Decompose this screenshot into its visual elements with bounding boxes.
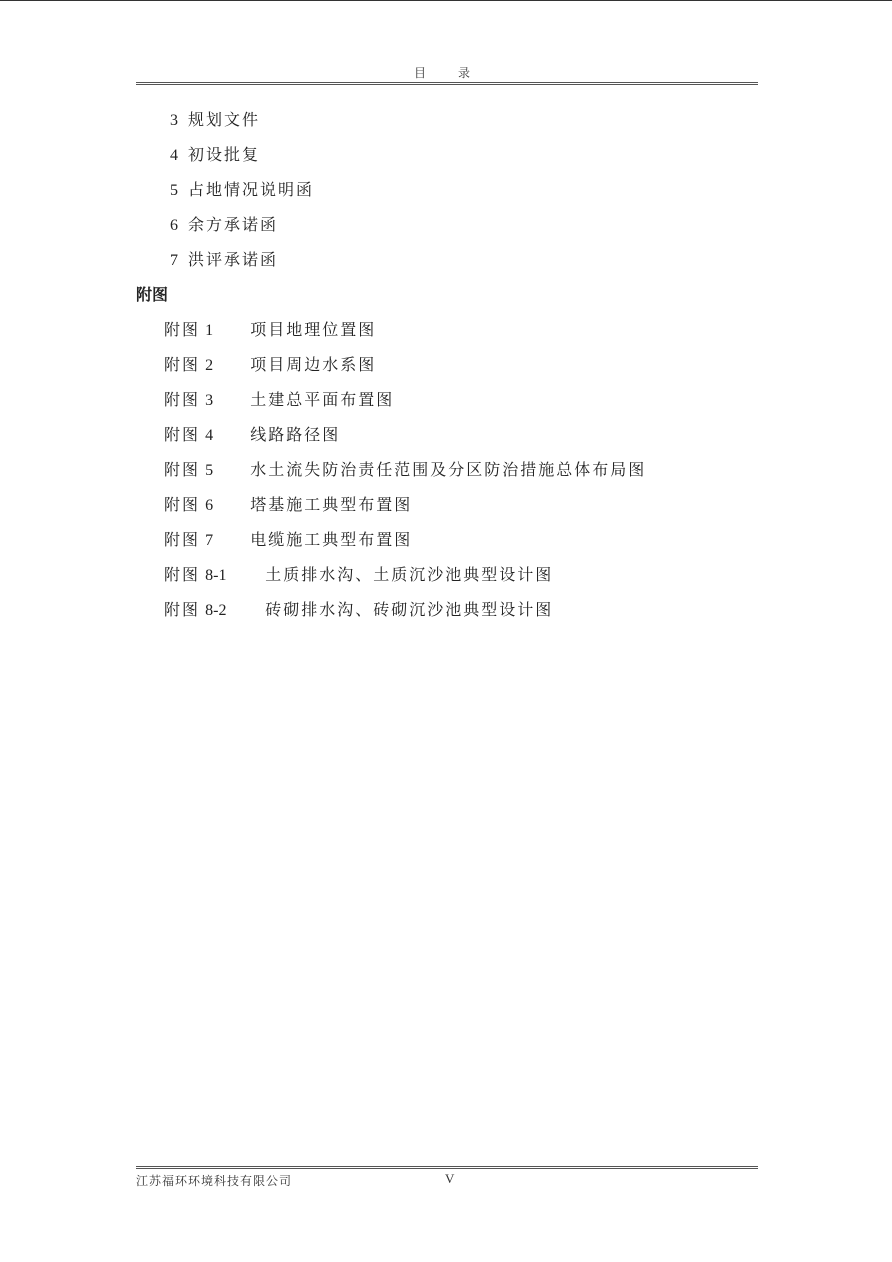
figure-label: 附图 bbox=[164, 565, 201, 584]
figure-number: 8-2 bbox=[205, 602, 227, 619]
toc-entry-attachment-7 bbox=[170, 250, 278, 271]
page-top-border bbox=[0, 0, 892, 1]
toc-entry-title: 规划文件 bbox=[188, 110, 261, 129]
toc-entry-figure-6 bbox=[164, 495, 412, 516]
toc-entry-title: 占地情况说明函 bbox=[188, 180, 315, 199]
figure-number: 6 bbox=[205, 497, 214, 514]
figure-number: 1 bbox=[205, 322, 214, 339]
figure-number: 7 bbox=[205, 532, 214, 549]
figure-title: 土建总平面布置图 bbox=[250, 390, 395, 409]
toc-entry-title: 洪评承诺函 bbox=[188, 250, 279, 269]
figure-label: 附图 bbox=[164, 460, 201, 479]
toc-entry-figure-1 bbox=[164, 320, 376, 341]
toc-entry-attachment-4 bbox=[170, 145, 260, 166]
toc-entry-title: 初设批复 bbox=[188, 145, 261, 164]
figure-title: 项目地理位置图 bbox=[250, 320, 377, 339]
figure-title: 塔基施工典型布置图 bbox=[250, 495, 413, 514]
figure-label: 附图 bbox=[164, 320, 201, 339]
figure-title: 项目周边水系图 bbox=[250, 355, 377, 374]
figure-label: 附图 bbox=[164, 600, 201, 619]
toc-entry-attachment-3 bbox=[170, 110, 260, 131]
footer-page-number: V bbox=[445, 1171, 455, 1186]
toc-entry-number: 5 bbox=[170, 182, 178, 199]
section-heading-figures: 附图 bbox=[136, 285, 169, 304]
figure-number: 2 bbox=[205, 357, 214, 374]
figure-number: 4 bbox=[205, 427, 214, 444]
toc-entry-number: 4 bbox=[170, 147, 178, 164]
figure-number: 8-1 bbox=[205, 567, 227, 584]
toc-entry-figure-5 bbox=[164, 460, 646, 481]
toc-entry-figure-8-1 bbox=[164, 565, 553, 586]
figure-title: 砖砌排水沟、砖砌沉沙池典型设计图 bbox=[265, 600, 554, 619]
figure-number: 5 bbox=[205, 462, 214, 479]
toc-entry-number: 7 bbox=[170, 252, 178, 269]
figure-number: 3 bbox=[205, 392, 214, 409]
figure-label: 附图 bbox=[164, 530, 201, 549]
toc-entry-number: 3 bbox=[170, 112, 178, 129]
footer-company-name: 江苏福环环境科技有限公司 bbox=[136, 1174, 293, 1188]
toc-entry-figure-8-2 bbox=[164, 600, 553, 621]
toc-entry-figure-3 bbox=[164, 390, 394, 411]
toc-entry-title: 余方承诺函 bbox=[188, 215, 279, 234]
page-header-title: 目 录 bbox=[413, 66, 480, 80]
figure-title: 土质排水沟、土质沉沙池典型设计图 bbox=[265, 565, 554, 584]
toc-entry-attachment-6 bbox=[170, 215, 278, 236]
figure-label: 附图 bbox=[164, 425, 201, 444]
figure-label: 附图 bbox=[164, 355, 201, 374]
footer-rule bbox=[136, 1166, 758, 1169]
figure-title: 水土流失防治责任范围及分区防治措施总体布局图 bbox=[250, 460, 647, 479]
figure-label: 附图 bbox=[164, 495, 201, 514]
toc-entry-figure-7 bbox=[164, 530, 412, 551]
toc-entry-attachment-5 bbox=[170, 180, 314, 201]
figure-title: 线路路径图 bbox=[250, 425, 341, 444]
figure-label: 附图 bbox=[164, 390, 201, 409]
toc-entry-figure-2 bbox=[164, 355, 376, 376]
header-rule bbox=[136, 82, 758, 85]
toc-entry-number: 6 bbox=[170, 217, 178, 234]
toc-entry-figure-4 bbox=[164, 425, 340, 446]
figure-title: 电缆施工典型布置图 bbox=[250, 530, 413, 549]
